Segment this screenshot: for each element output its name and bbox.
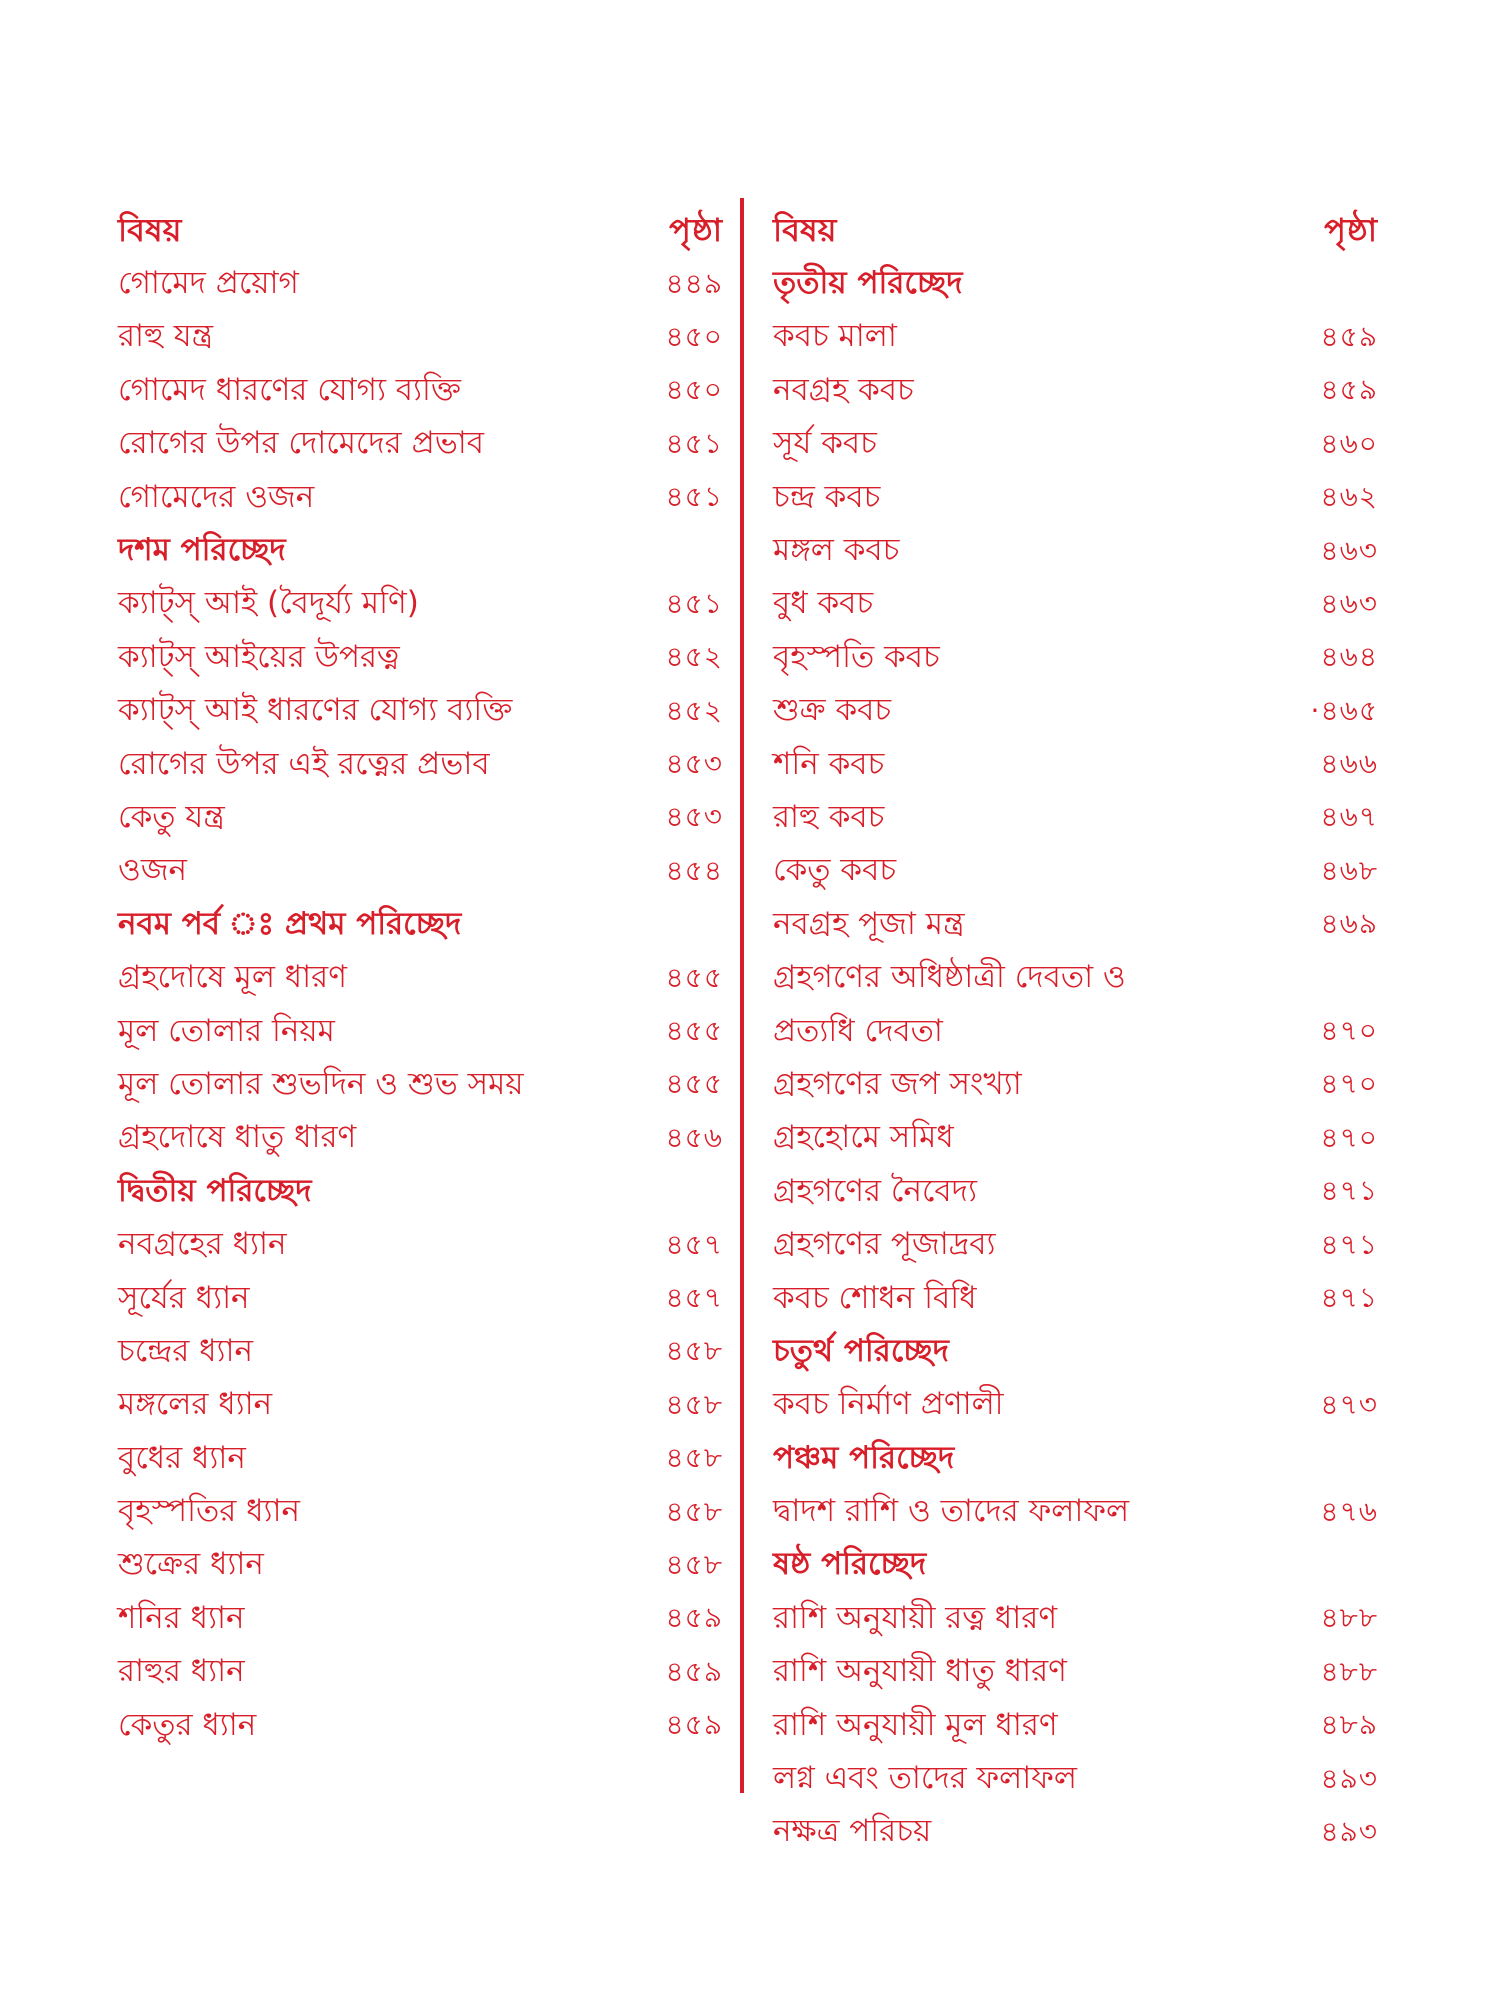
toc-entry [773,1700,1378,1753]
page-number: ৪৬০ [1320,426,1378,460]
page-number: ৪৫৩ [665,800,723,834]
column-divider [740,198,744,1793]
entry-title: রোগের উপর এই রত্নের প্রভাব [118,745,490,782]
toc-entry [773,1807,1378,1860]
page-number: ৪৮৮ [1320,1601,1378,1635]
page-number: ৪৭১ [1320,1227,1378,1261]
page-number: ৪৬৬ [1320,747,1378,781]
toc-entry [118,1273,723,1326]
entry-title: রাশি অনুযায়ী ধাতু ধারণ [773,1653,1067,1690]
entry-title: গ্রহগণের জপ সংখ্যা [773,1065,1022,1102]
toc-entry [773,1380,1378,1433]
page-number: ৪৫১ [665,586,723,620]
page-number: ৪৫৩ [665,747,723,781]
entry-title: রাশি অনুযায়ী রত্ন ধারণ [773,1599,1058,1636]
entry-title: দ্বাদশ রাশি ও তাদের ফলাফল [773,1493,1130,1530]
entry-title: গ্রহগণের অধিষ্ঠাত্রী দেবতা ও [773,959,1126,996]
page-number: ৪৫৮ [665,1441,723,1475]
toc-entry [118,1113,723,1166]
page-number: ৪৫৫ [665,960,723,994]
toc-entry [118,1593,723,1646]
page-number: ৪৫৭ [665,1281,723,1314]
toc-entry [118,1647,723,1700]
toc-entry [773,1059,1378,1112]
toc-section-heading [773,258,1378,311]
page-number: ৪৭৩ [1320,1387,1378,1421]
toc-entry [773,792,1378,845]
page-number: ৪৬৭ [1320,800,1378,834]
entry-title: রাহু কবচ [773,798,885,835]
section-title: দশম পরিচ্ছেদ [118,532,286,569]
entry-title: মঙ্গল কবচ [773,532,900,569]
toc-entry [118,1380,723,1433]
toc-entry [118,579,723,632]
toc-entry [118,1006,723,1059]
toc-right-column [773,205,1378,1860]
page-number: ৪৫৯ [1320,319,1378,353]
toc-entry [773,952,1378,1005]
entry-title: নবগ্রহ পূজা মন্ত্র [773,905,965,942]
toc-entry [773,419,1378,472]
toc-entry [773,686,1378,739]
subject-header: বিষয় [773,210,837,249]
page-number: ৪৬৪ [1320,640,1378,674]
entry-title: গ্রহদোষে মূল ধারণ [118,959,347,996]
toc-section-heading [118,1166,723,1219]
toc-section-heading [773,1433,1378,1486]
page-number: ৪৫৯ [1320,373,1378,407]
page-number: ৪৫৮ [665,1494,723,1528]
entry-title: রাশি অনুযায়ী মূল ধারণ [773,1706,1058,1743]
toc-entry [773,525,1378,578]
page-number: ৪৫০ [665,319,723,353]
toc-entry [773,1113,1378,1166]
page-header: পৃষ্ঠা [669,210,723,249]
entry-title: নবগ্রহের ধ্যান [118,1226,287,1263]
page-number: ৪৫০ [665,373,723,407]
page-number: ৪৫৮ [665,1387,723,1421]
toc-entry [118,686,723,739]
page-number: ৪৮৯ [1320,1708,1378,1742]
toc-entry [773,899,1378,952]
toc-header-right [773,205,1378,258]
entry-title: গ্রহহোমে সমিধ [773,1119,954,1156]
page-number: ৪৫৯ [665,1708,723,1742]
toc-entry [118,472,723,525]
toc-entry [773,312,1378,365]
entry-title: লগ্ন এবং তাদের ফলাফল [773,1760,1078,1797]
page-number: ·৪৬৫ [1310,693,1378,727]
entry-title: রাহুর ধ্যান [118,1653,245,1690]
entry-title: বুধ কবচ [773,585,874,622]
entry-title: বৃহস্পতির ধ্যান [118,1493,300,1530]
page-number: ৪৫২ [665,640,723,674]
toc-section-heading [773,1326,1378,1379]
page-number: ৪৯৩ [1320,1814,1378,1848]
page-number: ৪৫৫ [665,1014,723,1048]
page-number: ৪৬৮ [1320,853,1378,887]
toc-entry [118,419,723,472]
toc-entry [118,1486,723,1539]
entry-title: গোমেদের ওজন [118,478,315,515]
page-number: ৪৫১ [665,426,723,460]
page-header: পৃষ্ঠা [1324,210,1378,249]
entry-title: চন্দ্রের ধ্যান [118,1332,254,1369]
entry-title: কেতু কবচ [773,852,897,889]
entry-title: গ্রহগণের নৈবেদ্য [773,1172,977,1209]
entry-title: প্রত্যধি দেবতা [773,1012,943,1049]
entry-title: কবচ শোধন বিধি [773,1279,977,1316]
toc-entry [118,1059,723,1112]
entry-title: শুক্র কবচ [773,692,892,729]
entry-title: নবগ্রহ কবচ [773,371,914,408]
toc-entry [118,952,723,1005]
entry-title: নক্ষত্র পরিচয় [773,1813,932,1850]
entry-title: ওজন [118,852,188,889]
entry-title: বৃহস্পতি কবচ [773,638,940,675]
section-title: নবম পর্ব ঃ প্রথম পরিচ্ছেদ [118,905,462,942]
entry-title: মূল তোলার শুভদিন ও শুভ সময় [118,1065,524,1102]
toc-entry [773,579,1378,632]
entry-title: শনি কবচ [773,745,885,782]
page-number: ৪৬২ [1320,480,1378,514]
toc-entry [118,1540,723,1593]
toc-entry [118,365,723,418]
toc-entry [773,739,1378,792]
entry-title: ক্যাট্স্ আইয়ের উপরত্ন [118,638,400,675]
toc-entry [118,846,723,899]
toc-entry [773,1166,1378,1219]
entry-title: কেতু যন্ত্র [118,798,225,835]
section-title: পঞ্চম পরিচ্ছেদ [773,1439,955,1476]
page-number: ৪৫৮ [665,1547,723,1581]
page-number: ৪৫৭ [665,1227,723,1261]
entry-title: বুধের ধ্যান [118,1439,246,1476]
toc-entry [773,472,1378,525]
toc-entry [118,792,723,845]
entry-title: গোমেদ ধারণের যোগ্য ব্যক্তি [118,371,462,408]
section-title: তৃতীয় পরিচ্ছেদ [773,265,963,302]
toc-entry [118,1326,723,1379]
page-number: ৪৫৬ [665,1120,723,1154]
toc-entry [118,1219,723,1272]
page-number: ৪৫৮ [665,1334,723,1368]
page-number: ৪৪৯ [665,266,723,300]
page-number: ৪৫৯ [665,1654,723,1688]
toc-entry [118,1700,723,1753]
page-number: ৪৭০ [1320,1067,1378,1101]
section-title: ষষ্ঠ পরিচ্ছেদ [773,1546,927,1583]
toc-entry [118,258,723,311]
toc-left-column [118,205,723,1753]
subject-header: বিষয় [118,210,182,249]
entry-title: মূল তোলার নিয়ম [118,1012,335,1049]
entry-title: চন্দ্র কবচ [773,478,881,515]
toc-entry [773,632,1378,685]
page-number: ৪৭১ [1320,1174,1378,1208]
entry-title: সূর্যের ধ্যান [118,1279,250,1316]
section-title: দ্বিতীয় পরিচ্ছেদ [118,1172,312,1209]
page-number: ৪৬৩ [1320,586,1378,620]
page-number: ৪৫১ [665,480,723,514]
toc-entry [118,1433,723,1486]
toc-entry [773,1273,1378,1326]
page-number: ৪৫৪ [665,853,723,887]
entry-title: গোমেদ প্রয়োগ [118,265,299,302]
toc-entry [118,312,723,365]
entry-title: গ্রহদোষে ধাতু ধারণ [118,1119,357,1156]
toc-entry [773,846,1378,899]
toc-entry [118,632,723,685]
page-number: ৪৫৯ [665,1601,723,1635]
toc-header-left [118,205,723,258]
toc-entry [773,365,1378,418]
toc-entry [773,1006,1378,1059]
page-number: ৪৫২ [665,693,723,727]
page-number: ৪৮৮ [1320,1654,1378,1688]
page-number: ৪৫৫ [665,1067,723,1101]
entry-title: গ্রহগণের পূজাদ্রব্য [773,1226,996,1263]
page-number: ৪৭৬ [1320,1494,1378,1528]
page-number: ৪৭০ [1320,1120,1378,1154]
toc-section-heading [773,1540,1378,1593]
page-number: ৪৭০ [1320,1014,1378,1048]
toc-entry [118,739,723,792]
toc-entry [773,1486,1378,1539]
entry-title: ক্যাট্স্ আই (বৈদূর্য্য মণি) [118,585,419,622]
entry-title: কেতুর ধ্যান [118,1706,257,1743]
entry-title: মঙ্গলের ধ্যান [118,1386,273,1423]
entry-title: রাহু যন্ত্র [118,318,214,355]
page-number: ৪৯৩ [1320,1761,1378,1795]
entry-title: কবচ মালা [773,318,897,355]
page-number: ৪৬৯ [1320,907,1378,941]
toc-entry [773,1593,1378,1646]
entry-title: ক্যাট্স্ আই ধারণের যোগ্য ব্যক্তি [118,692,513,729]
page-number: ৪৬৩ [1320,533,1378,567]
toc-section-heading [118,899,723,952]
page-number: ৪৭১ [1320,1281,1378,1314]
entry-title: সূর্য কবচ [773,425,877,462]
entry-title: কবচ নির্মাণ প্রণালী [773,1386,1004,1423]
toc-section-heading [118,525,723,578]
entry-title: রোগের উপর দোমেদের প্রভাব [118,425,485,462]
entry-title: শুক্রের ধ্যান [118,1546,264,1583]
toc-entry [773,1753,1378,1806]
entry-title: শনির ধ্যান [118,1599,245,1636]
section-title: চতুর্থ পরিচ্ছেদ [773,1332,949,1369]
toc-entry [773,1219,1378,1272]
toc-entry [773,1647,1378,1700]
